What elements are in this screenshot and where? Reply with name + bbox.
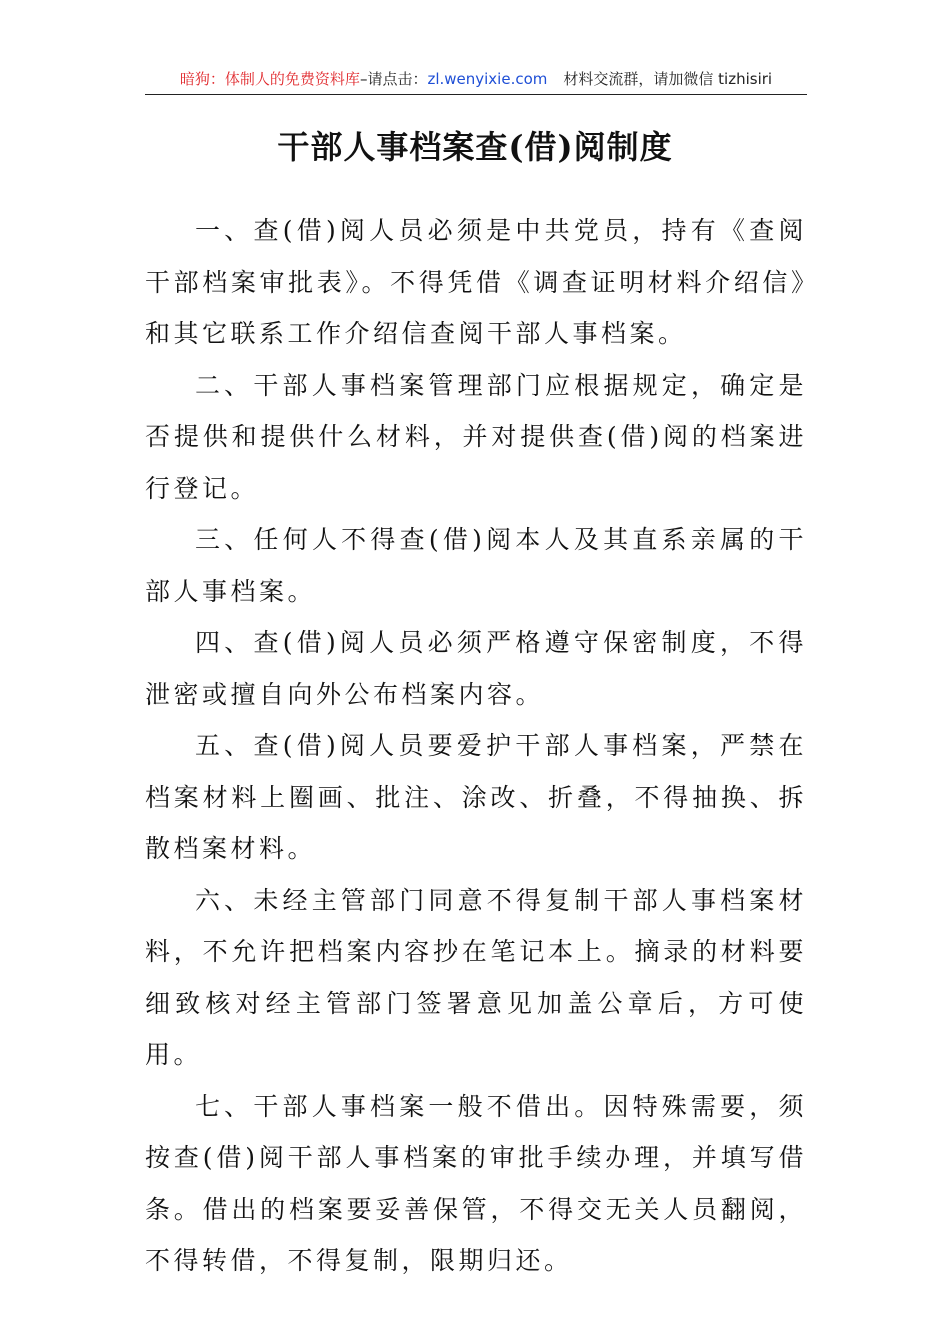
- header-site-name: 暗狗：体制人的免费资料库: [179, 70, 360, 88]
- page-header: [145, 68, 807, 95]
- paragraph-7: 七、干部人事档案一般不借出。因特殊需要，须按查(借)阅干部人事档案的审批手续办理，并填写借条。借出的档案要妥善保管，不得交无关人员翻阅，不得转借，不得复制，限期归还。: [145, 1091, 807, 1275]
- paragraph-5: 五、查(借)阅人员要爱护干部人事档案，严禁在档案材料上圈画、批注、涂改、折叠，不得抽换、拆散档案材料。: [145, 731, 807, 863]
- paragraph-4: 四、查(借)阅人员必须严格遵守保密制度，不得泄密或擅自向外公布档案内容。: [145, 628, 807, 709]
- header-click-prompt: –请点击：: [359, 70, 428, 88]
- header-site-link[interactable]: zl.wenyixie.com: [427, 70, 548, 88]
- header-wechat-note: 材料交流群，请加微信 tizhisiri: [563, 70, 773, 88]
- paragraph-1: 一、查(借)阅人员必须是中共党员，持有《查阅干部档案审批表》。不得凭借《调查证明材料介绍信》和其它联系工作介绍信查阅干部人事档案。: [145, 216, 807, 348]
- paragraph-2: 二、干部人事档案管理部门应根据规定，确定是否提供和提供什么材料，并对提供查(借)阅的档案进行登记。: [145, 370, 807, 503]
- paragraph-6: 六、未经主管部门同意不得复制干部人事档案材料，不允许把档案内容抄在笔记本上。摘录的材料要细致核对经主管部门签署意见加盖公章后，方可使用。: [145, 885, 807, 1069]
- paragraph-3: 三、任何人不得查(借)阅本人及其直系亲属的干部人事档案。: [145, 525, 807, 606]
- document-title: 干部人事档案查(借)阅制度: [277, 128, 673, 166]
- document-body: [145, 205, 807, 1287]
